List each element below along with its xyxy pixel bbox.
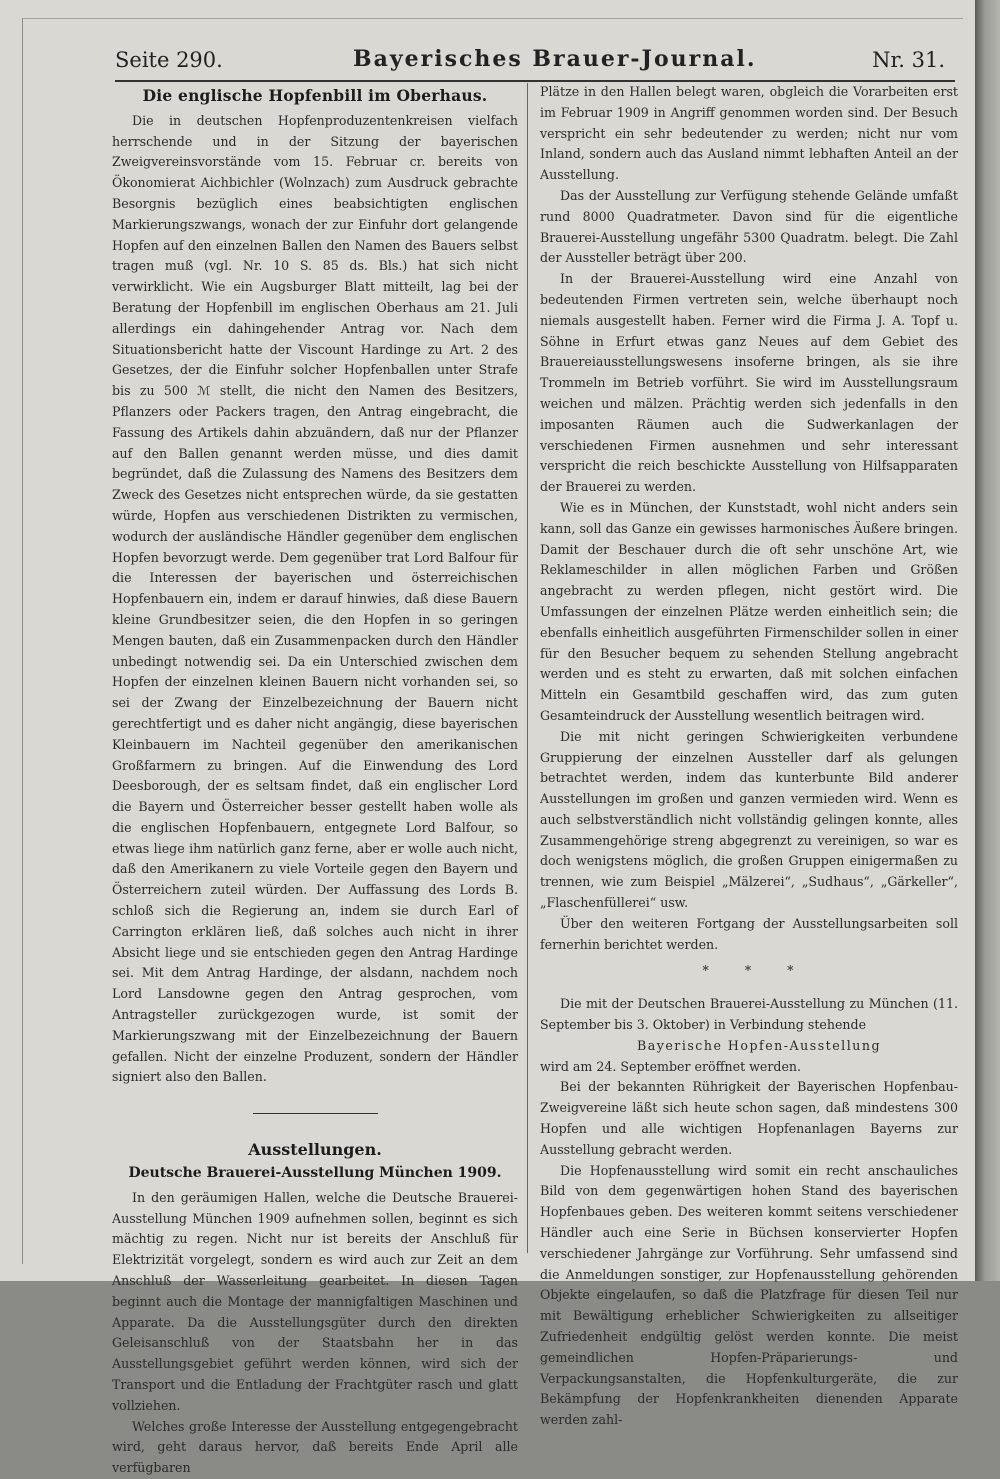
- page-edge-shadow: [975, 0, 1000, 1281]
- journal-title: Bayerisches Brauer-Journal.: [353, 46, 757, 72]
- section-title-ausstellungen: Ausstellungen.: [248, 1140, 382, 1160]
- article-paragraph: Bei der bekannten Rührigkeit der Bayerischen Hopfenbau-Zweigvereine läßt sich heute schon sagen, daß mindestens 300 Hopfen und alle wichtigen Hopfenanlagen Bayerns zur Ausstellung gebracht werden.: [540, 1079, 958, 1157]
- article-paragraph: Über den weiteren Fortgang der Ausstellungsarbeiten soll fernerhin berichtet werden.: [540, 915, 958, 952]
- article-paragraph: Plätze in den Hallen belegt waren, obgleich die Vorarbeiten erst im Februar 1909 in Angriff genommen worden sind. Der Besuch verspricht ein sehr bedeutender zu werden; nicht nur vom Inland, sondern auch das Ausland nimmt lebhaften Anteil an der Ausstellung.: [540, 84, 958, 183]
- article-paragraph: Wie es in München, der Kunststadt, wohl nicht anders sein kann, soll das Ganze ein gewisses harmonisches Äußere bringen. Damit der Beschauer durch die oft sehr unschöne Art, wie Reklameschilder in allen möglichen Farben und Größen angebracht zu werden pflegen, nicht gestört wird. Die Umfassungen der einzelnen Plätze werden einheitlich sein; die ebenfalls einheitlich ausgeführten Firmenschilder sollen in einer für den Besucher bequem zu sehenden Stellung angebracht werden und es steht zu erwarten, daß mit solchen einfachen Mitteln ein Gesamtbild geschaffen wird, das zum guten Gesamteindruck der Ausstellung wesentlich beitragen wird.: [540, 499, 958, 723]
- hopfen-opening: wird am 24. September eröffnet werden.: [540, 1058, 802, 1074]
- article-title-brauerei-ausstellung: Deutsche Brauerei-Ausstellung München 1909.: [128, 1165, 502, 1182]
- article-paragraph: Das der Ausstellung zur Verfügung stehende Gelände umfaßt rund 8000 Quadratmeter. Davon sind für die eigentliche Brauerei-Ausstellung ungefähr 5300 Quadratm. belegt. Die Zahl der Aussteller beträgt über 200.: [540, 187, 958, 266]
- issue-number: Nr. 31.: [872, 48, 945, 72]
- right-column: [540, 82, 958, 1431]
- article-paragraph: In der Brauerei-Ausstellung wird eine Anzahl von bedeutenden Firmen vertreten sein, welche überhaupt noch niemals ausgestellt haben. Ferner wird die Firma J. A. Topf u. Söhne in Erfurt etwas ganz Neues auf dem Gebiet des Brauereiausstellungswesens insoferne bringen, als sie ihre Trommeln im Betrieb vorführt. Sie wird im Ausstellungsraum weichen und mälzen. Prächtig werden sich jedenfalls in den imposanten Räumen auch die Sudwerkanlagen der verschiedenen Firmen ausnehmen und sehr interessant verspricht die reich beschickte Ausstellung von Hilfsapparaten der Brauerei zu werden.: [540, 271, 958, 495]
- article-paragraph: Die mit nicht geringen Schwierigkeiten verbundene Gruppierung der einzelnen Aussteller darf als gelungen betrachtet werden, indem das kunterbunte Bild anderer Ausstellungen im großen und ganzen vermieden wird. Wenn es auch selbstverständlich nicht vollständig gelingen konnte, alles Zusammengehörige streng abgegrenzt zu vereinigen, so war es doch wenigstens möglich, die großen Gruppen einigermaßen zu trennen, wie zum Beispiel „Mälzerei“, „Sudhaus“, „Gärkeller“, „Flaschenfüllerei“ usw.: [540, 728, 958, 911]
- hopfen-exhibition-title: Bayerische Hopfen-Ausstellung: [636, 1037, 882, 1053]
- column-divider: [527, 83, 528, 1253]
- section-stars: * * *: [702, 963, 796, 979]
- article-paragraph: Die Hopfenausstellung wird somit ein recht anschauliches Bild von dem gegenwärtigen hohen Stand des bayerischen Hopfenbaues geben. Des weiteren kommt seitens verschiedener Händler auch eine Serie in Büchsen konservierter Hopfen verschiedener Jahrgänge zur Vorführung. Sehr umfassend sind die Anmeldungen sonstiger, zur Hopfenausstellung gehörenden Objekte eingelaufen, so daß die Platzfrage für diesen Teil nur mit Bewältigung erheblicher Schwierigkeiten zu allseitiger Zufriedenheit endgültig gelöst werden konnte. Die meist gemeindlichen Hopfen-Präparierungs- und Verpackungsanstalten, die Hopfenkulturgeräte, die zur Bekämpfung der Hopfenkrankheiten dienenden Apparate werden zahl-: [540, 1162, 958, 1428]
- page-header: [115, 44, 960, 78]
- hopfen-intro: Die mit der Deutschen Brauerei-Ausstellung zu München (11. September bis 3. Oktober) in Verbindung stehende: [540, 996, 958, 1033]
- article-paragraph: Welches große Interesse der Ausstellung entgegengebracht wird, geht daraus hervor, daß bereits Ende April alle verfügbaren: [112, 1418, 518, 1476]
- article-title-hopfenbill: Die englische Hopfenbill im Oberhaus.: [142, 86, 488, 105]
- left-column: [112, 82, 518, 1479]
- article-paragraph: Die in deutschen Hopfenproduzentenkreisen vielfach herrschende und in der Sitzung der bayerischen Zweigvereinsvorstände vom 15. Februar cr. bereits von Ökonomierat Aichbichler (Wolnzach) zum Ausdruck gebrachte Besorgnis bezüglich eines beabsichtigten englischen Markierungszwangs, wonach der zur Einfuhr dort gelangende Hopfen auf den einzelnen Ballen den Namen des Bauers selbst tragen muß (vgl. Nr. 10 S. 85 ds. Bls.) hat sich nicht verwirklicht. Wie ein Augsburger Blatt mitteilt, lag bei der Beratung der Hopfenbill im englischen Oberhaus am 21. Juli allerdings ein dahingehender Antrag vor. Nach dem Situationsbericht hatte der Viscount Hardinge zu Art. 2 des Gesetzes, der die Einfuhr solcher Hopfenballen unter Strafe bis zu 500 ℳ stellt, die nicht den Namen des Besitzers, Pflanzers oder Packers tragen, den Antrag eingebracht, die Fassung des Artikels dahin abzuändern, daß nur der Pflanzer auf den Ballen genannt werden müsse, und dies damit begründet, daß die Zulassung des Namens des Besitzers dem Zweck des Gesetzes nicht entsprechen würde, da sie gestatten würde, Hopfen aus verschiedenen Distrikten zu vermischen, wodurch der ausländische Händler gegenüber dem englischen Hopfen bevorzugt werde. Dem gegenüber trat Lord Balfour für die Interessen der bayerischen und österreichischen Hopfenbauern ein, indem er darauf hinwies, daß diese Bauern kleine Grundbesitzer seien, die den Hopfen in so geringen Mengen bauten, daß ein Zusammenpacken durch den Händler unbedingt notwendig sei. Da ein Unterschied zwischen dem Hopfen der einzelnen kleinen Bauern nicht vorhanden sei, so sei der Zwang der Einzelbezeichnung der Bauern nicht gerechtfertigt und es daher nicht angängig, diese bayerischen Kleinbauern im Nachteil gegenüber den amerikanischen Großfarmern zu bringen. Auf die Einwendung des Lord Deesborough, der es seltsam findet, daß ein englischer Lord die Bayern und Österreicher besser gestellt haben wolle als die englischen Hopfenbauern, entgegnete Lord Balfour, so etwas liege ihm natürlich ganz ferne, aber er wolle auch nicht, daß den Amerikanern zu viele Vorteile gegen den Bayern und Österreichern zuteil würden. Der Auffassung des Lords B. schloß sich die Regierung an, indem sie durch Earl of Carrington erklären ließ, daß solches auch nicht in ihrer Absicht liege und sie entschieden gegen den Antrag Hardinge sei. Mit dem Antrag Hardinge, der alsdann, nachdem noch Lord Lansdowne gegen den Antrag gesprochen, vom Antragsteller zurückgezogen wurde, ist somit der Markierungszwang mit der Einzelbezeichnung der Bauern gefallen. Nicht der einzelne Produzent, sondern der Händler signiert also den Ballen.: [112, 112, 518, 1085]
- article-paragraph: In den geräumigen Hallen, welche die Deutsche Brauerei-Ausstellung München 1909 aufnehmen sollen, beginnt es sich mächtig zu regen. Nicht nur ist bereits der Anschluß für Elektrizität vorgelegt, sondern es wird auch zur Zeit an dem Anschluß der Wasserleitung gearbeitet. In diesen Tagen beginnt auch die Montage der mannigfaltigen Maschinen und Apparate. Da die Ausstellungsgüter durch den direkten Geleisanschluß von der Staatsbahn her in das Ausstellungsgebiet geführt werden können, wird sich der Transport und die Entladung der Frachtgüter rasch und glatt vollziehen.: [112, 1189, 518, 1413]
- page-label: Seite 290.: [115, 48, 223, 72]
